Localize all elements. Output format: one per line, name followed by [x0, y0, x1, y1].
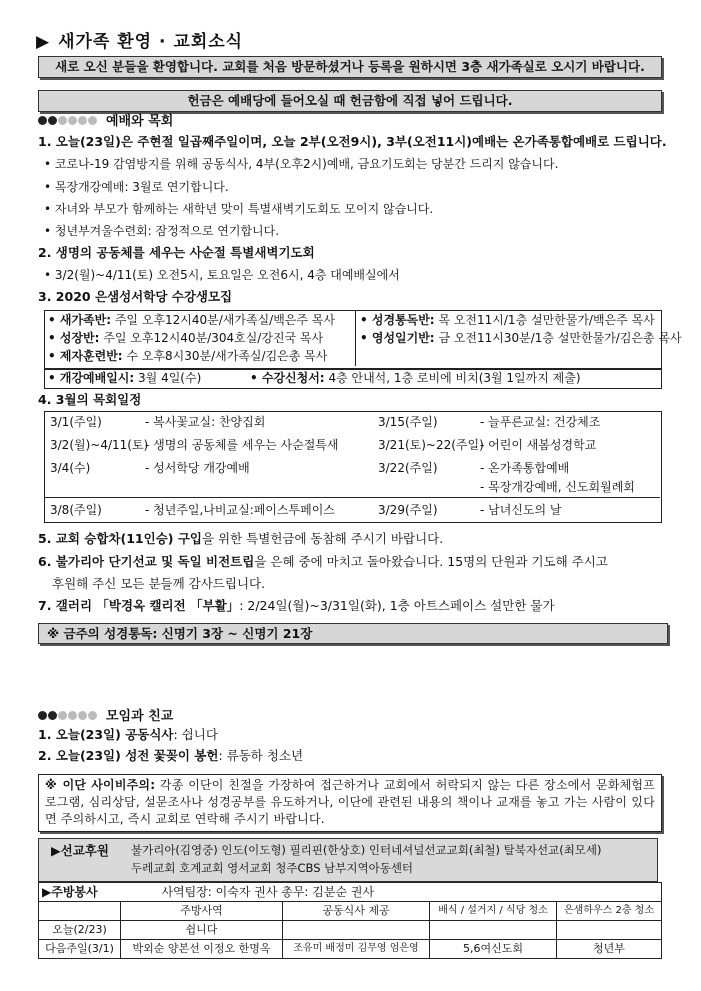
schedule-event: - 늘푸른교실: 건강체조 [480, 415, 601, 429]
course-item: • 영성일기반: 금 오전11시30분/1층 설만한물가/김은총 목사 [360, 331, 682, 345]
table-cell: 5,6여신도회 [430, 940, 557, 959]
heresy-notice: ※ 이단 사이비주의: 각종 이단이 친절을 가장하여 접근하거나 교회에서 허락되지 않는 다른 장소에서 문화체험프로그램, 심리상담, 설문조사나 성경공부를 유도하거나, 이단에 관련된 내용의 책이나 교재를 놓고 가는 사람이 있다면 주의하시고, 즉시 교회로 연락해 주시기 바랍니다. [38, 774, 662, 832]
schedule-event: - 생명의 공동체를 세우는 사순절특새 [145, 438, 339, 452]
fellowship-heading: 모임과 친교 [38, 708, 173, 726]
triangle-icon: ▶ [36, 32, 51, 52]
course-item: • 제자훈련반: 수 오후8시30분/새가족실/김은총 목사 [48, 349, 328, 363]
kitchen-duty-table [38, 882, 662, 959]
dots-icon [38, 113, 98, 130]
course-application: • 수강신청서: 4층 안내석, 1층 로비에 비치(3월 1일까지 제출) [250, 371, 581, 385]
kitchen-title-cell [39, 883, 662, 902]
schedule-date: 3/1(주일) [50, 415, 102, 429]
table-cell: 조유미 배정미 김무영 엄은영 [283, 940, 430, 959]
kitchen-leaders: 사역팀장: 이숙자 권사 총무: 김분순 권사 [161, 884, 375, 899]
worship-item-3: 3. 2020 은샘성서학당 수강생모집 [38, 289, 233, 304]
mission-line: 두레교회 호계교회 영서교회 청주CBS 남부지역아동센터 [131, 861, 414, 875]
worship-bullet: • 3/2(월)~4/11(토) 오전5시, 토요일은 오전6시, 4층 대예배실에서 [44, 268, 400, 282]
page-title: ▶ 새가족 환영 · 교회소식 [36, 32, 244, 52]
worship-item-4: 4. 3월의 목회일정 [38, 392, 142, 407]
worship-item-6-cont: 후원해 주신 모든 분들께 감사드립니다. [52, 576, 266, 591]
schedule-date: 3/15(주일) [378, 415, 438, 429]
table-cell: 쉽니다 [121, 921, 283, 940]
schedule-date: 3/22(주일) [378, 461, 438, 475]
table-cell: 오늘(2/23) [39, 921, 121, 940]
table-header: 주방사역 [121, 902, 283, 921]
schedule-event: - 목장개강예배, 신도회월례회 [480, 480, 635, 494]
table-cell: 박외순 양본선 이정오 한명옥 [121, 940, 283, 959]
worship-item-2: 2. 생명의 공동체를 세우는 사순절 특별새벽기도회 [38, 245, 315, 260]
course-item: • 성장반: 주일 오후12시40분/304호실/강진국 목사 [48, 331, 324, 345]
schedule-date: 3/2(월)~4/11(토) [50, 438, 149, 452]
schedule-event: - 남녀신도의 날 [480, 503, 562, 517]
mission-support-box [38, 838, 658, 882]
worship-item-7: 7. 갤러리 「박경옥 캘리전 「부활」: 2/24일(월)~3/31일(화), 1층 아트스페이스 설만한 물가 [38, 598, 555, 613]
dots-icon [38, 708, 98, 725]
worship-bullet: • 자녀와 부모가 함께하는 새학년 맞이 특별새벽기도회도 모이지 않습니다. [44, 202, 434, 216]
worship-item-5: 5. 교회 승합차(11인승) 구입을 위한 특별헌금에 동참해 주시기 바랍니다. [38, 531, 444, 546]
schedule-date: 3/4(수) [50, 461, 91, 475]
schedule-date: 3/21(토)~22(주일) [378, 438, 484, 452]
fellowship-item-1: 1. 오늘(23일) 공동식사: 쉽니다 [38, 727, 218, 742]
worship-item-1: 1. 오늘(23일)은 주현절 일곱째주일이며, 오늘 2부(오전9시), 3부(오전11시)예배는 온가족통합예배로 드립니다. [38, 134, 667, 149]
schedule-event: - 온가족통합예배 [480, 461, 570, 475]
table-row [39, 921, 662, 940]
table-header: 공동식사 제공 [283, 902, 430, 921]
worship-item-6: 6. 불가리아 단기선교 및 독일 비전트립을 은혜 중에 마치고 돌아왔습니다. 15명의 단원과 기도해 주시고 [38, 554, 608, 569]
welcome-box: 새로 오신 분들을 환영합니다. 교회를 처음 방문하셨거나 등록을 원하시면 3층 새가족실로 오시기 바랍니다. [38, 56, 662, 78]
kitchen-label: ▶주방봉사 [42, 884, 98, 899]
course-item: • 성경통독반: 목 오전11시/1층 설만한물가/백은주 목사 [360, 313, 655, 327]
schedule-event: - 복사꽃교실: 찬양집회 [145, 415, 266, 429]
table-cell: 다음주일(3/1) [39, 940, 121, 959]
table-row [39, 940, 662, 959]
worship-bullet: • 목장개강예배: 3월로 연기합니다. [44, 180, 229, 194]
course-opening: • 개강예배일시: 3월 4일(수) [48, 371, 202, 385]
table-row [39, 902, 662, 921]
table-cell [283, 921, 430, 940]
schedule-event: - 성서학당 개강예배 [145, 461, 250, 475]
mission-label: ▶선교후원 [51, 843, 109, 858]
worship-heading: 예배와 목회 [38, 113, 173, 131]
bible-reading-bar: ※ 금주의 성경통독: 신명기 3장 ~ 신명기 21장 [38, 623, 668, 644]
fellowship-item-2: 2. 오늘(23일) 성전 꽃꽂이 봉헌: 류동하 청소년 [38, 748, 304, 763]
table-header: 은샘하우스 2층 청소 [557, 902, 662, 921]
table-row [39, 883, 662, 902]
table-cell [430, 921, 557, 940]
schedule-event: - 청년주일,나비교실:페이스투페이스 [145, 503, 335, 517]
mission-line: 불가리아(김영중) 인도(이도형) 필리핀(한상호) 인터네셔널선교교회(최철) 탈북자선교(최모세) [131, 843, 602, 857]
schedule-date: 3/8(주일) [50, 503, 102, 517]
schedule-event: - 어린이 새봄성경학교 [480, 438, 597, 452]
table-cell [557, 921, 662, 940]
table-header [39, 902, 121, 921]
table-header: 배식 / 설거지 / 식당 청소 [430, 902, 557, 921]
worship-bullet: • 코로나-19 감염방지를 위해 공동식사, 4부(오후2시)예배, 금요기도회는 당분간 드리지 않습니다. [44, 157, 559, 171]
offering-box: 헌금은 예배당에 들어오실 때 헌금함에 직접 넣어 드립니다. [38, 90, 662, 112]
course-item: • 새가족반: 주일 오후12시40분/새가족실/백은주 목사 [48, 313, 335, 327]
worship-bullet: • 청년부겨울수련회: 잠정적으로 연기합니다. [44, 224, 280, 238]
table-cell: 청년부 [557, 940, 662, 959]
schedule-date: 3/29(주일) [378, 503, 438, 517]
